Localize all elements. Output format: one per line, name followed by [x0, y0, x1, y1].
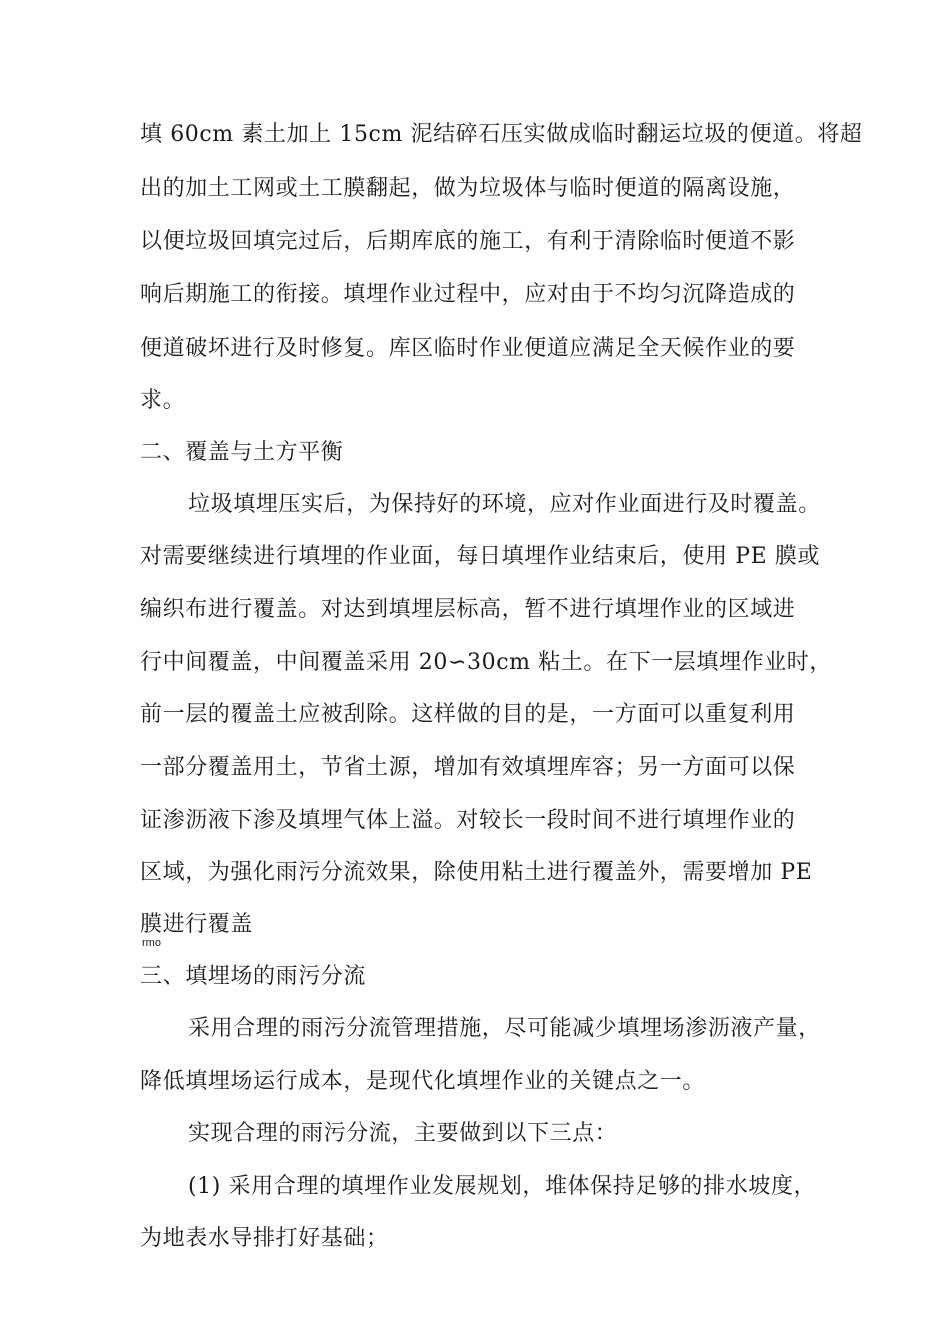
paragraph-line: 以便垃圾回填完过后，后期库底的施工，有利于清除临时便道不影 — [140, 229, 796, 254]
paragraph-line: 膜进行覆盖 — [140, 912, 254, 937]
stray-mark: rmo — [142, 937, 161, 949]
paragraph-line: 实现合理的雨污分流，主要做到以下三点： — [188, 1121, 618, 1146]
paragraph-line: 采用合理的雨污分流管理措施，尽可能减少填埋场渗沥液产量， — [188, 1016, 821, 1041]
paragraph-line: 区域，为强化雨污分流效果，除使用粘土进行覆盖外，需要增加 PE — [140, 860, 813, 885]
paragraph-line: 编织布进行覆盖。对达到填埋层标高，暂不进行填埋作业的区域进 — [140, 597, 796, 622]
list-item: (1) 采用合理的填埋作业发展规划，堆体保持足够的排水坡度， — [188, 1174, 817, 1199]
paragraph-line: 降低填埋场运行成本，是现代化填埋作业的关键点之一。 — [140, 1069, 706, 1094]
paragraph-line: 前一层的覆盖土应被刮除。这样做的目的是，一方面可以重复利用 — [140, 702, 796, 727]
paragraph-line: 填 60cm 素土加上 15cm 泥结碎石压实做成临时翻运垃圾的便道。将超 — [140, 122, 863, 147]
paragraph-line: 行中间覆盖，中间覆盖采用 20∽30cm 粘土。在下一层填埋作业时， — [140, 650, 832, 675]
paragraph-line: 垃圾填埋压实后，为保持好的环境，应对作业面进行及时覆盖。 — [188, 492, 821, 517]
paragraph-line: 证渗沥液下渗及填埋气体上溢。对较长一段时间不进行填埋作业的 — [140, 808, 796, 833]
paragraph-line: 为地表水导排打好基础； — [140, 1226, 389, 1251]
paragraph-line: 求。 — [140, 388, 186, 413]
paragraph-line: 出的加土工网或土工膜翻起，做为垃圾体与临时便道的隔离设施， — [140, 176, 796, 201]
paragraph-line: 响后期施工的衔接。填埋作业过程中，应对由于不均匀沉降造成的 — [140, 282, 796, 307]
paragraph-line: 对需要继续进行填埋的作业面，每日填埋作业结束后，使用 PE 膜或 — [140, 544, 821, 569]
section-heading: 二、覆盖与土方平衡 — [140, 440, 344, 465]
paragraph-line: 便道破坏进行及时修复。库区临时作业便道应满足全天候作业的要 — [140, 336, 796, 361]
paragraph-line: 一部分覆盖用土，节省土源，增加有效填埋库容；另一方面可以保 — [140, 755, 796, 780]
section-heading: 三、填埋场的雨污分流 — [140, 964, 367, 989]
